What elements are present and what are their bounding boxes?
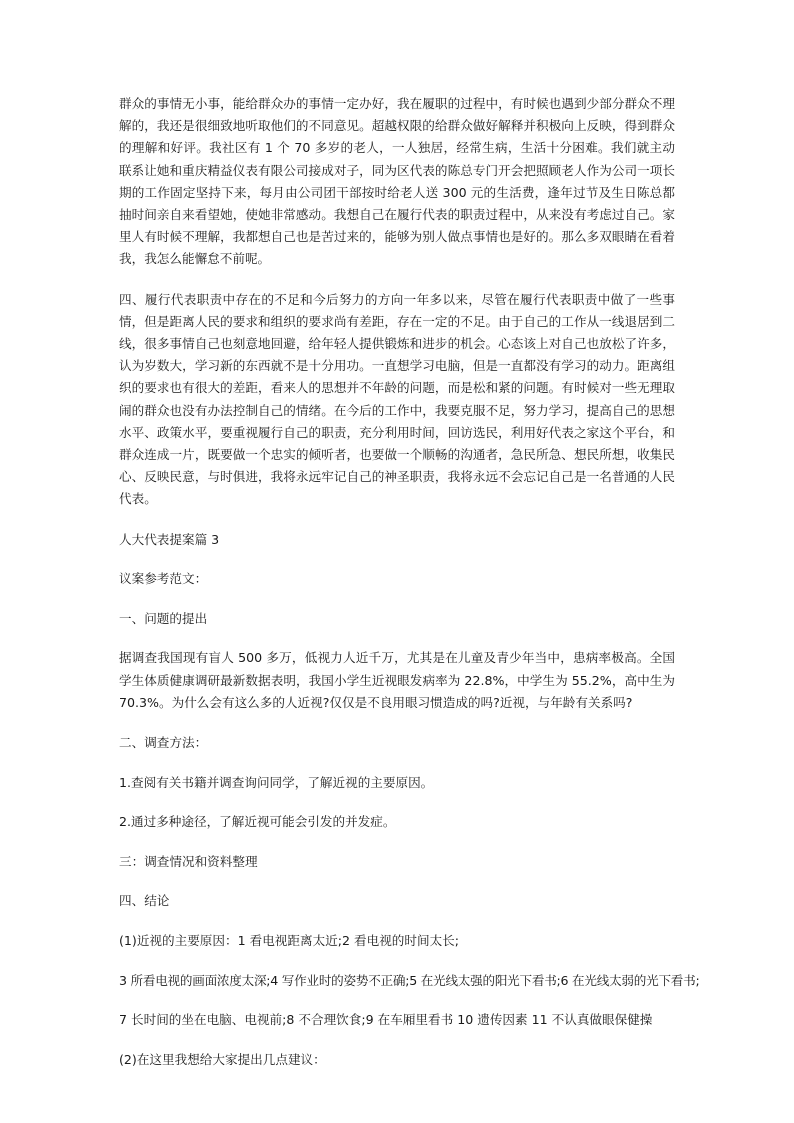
list-item: 3 所看电视的画面浓度太深;4 写作业时的姿势不正确;5 在光线太强的阳光下看书;6 在光线太弱的光下看书; [119,972,700,988]
list-item: (2)在这里我想给大家提出几点建议： [119,1051,326,1067]
list-item: (1)近视的主要原因：1 看电视距离太近;2 看电视的时间太长; [119,933,460,949]
body-paragraph: 四、履行代表职责中存在的不足和今后努力的方向一年多以来，尽管在履行代表职责中做了一些事情，但是距离人民的要求和组织的要求尚有差距，存在一定的不足。由于自己的工作从一线退居到二线，很多事情自己也刻意地回避，给年轻人提供锻炼和进步的机会。心态该上对自己也放松了许多，认为岁数大，学习新的东西就不是十分用功。一直想学习电脑，但是一直都没有学习的动力。距离组织的要求也有很大的差距，看来人的思想并不年龄的问题，而是松和紧的问题。有时候对一些无理取闹的群众也没有办法控制自己的情绪。在今后的工作中，我要克服不足，努力学习，提高自己的思想水平、政策水平，要重视履行自己的职责，充分利用时间，回访选民，利用好代表之家这个平台，和群众连成一片，既要做一个忠实的倾听者，也要做一个顺畅的沟通者，急民所急、想民所想，收集民心、反映民意，与时俱进，我将永远牢记自己的神圣职责，我将永远不会忘记自己是一名普通的人民代表。 [119,291,675,507]
subsection-title: 三：调查情况和资料整理 [119,853,258,869]
list-item: 2.通过多种途径，了解近视可能会引发的并发症。 [119,814,396,830]
subsection-title: 四、结论 [119,893,170,909]
intro-line: 议案参考范文： [119,571,208,587]
section-heading: 人大代表提案篇 3 [119,531,220,547]
list-item: 7 长时间的坐在电脑、电视前;8 不合理饮食;9 在车厢里看书 10 遗传因素 11 不认真做眼保健操 [119,1012,653,1028]
list-item: 1.查阅有关书籍并调查询问同学，了解近视的主要原因。 [119,774,434,790]
subsection-title: 一、问题的提出 [119,610,208,626]
subsection-title: 二、调查方法： [119,735,208,751]
document-page [119,93,700,1088]
body-paragraph: 群众的事情无小事，能给群众办的事情一定办好，我在履职的过程中，有时候也遇到少部分群众不理解的，我还是很细致地听取他们的不同意见。超越权限的给群众做好解释并积极向上反映，得到群众的理解和好评。我社区有 1 个 70 多岁的老人，一人独居，经常生病，生活十分困难。我们就主动联系让她和重庆精益仪表有限公司接成对子，同为区代表的陈总专门开会把照顾老人作为公司一项长期的工作固定坚持下来，每月由公司团干部按时给老人送 300 元的生活费，逢年过节及生日陈总都抽时间亲自来看望她，使她非常感动。我想自己在履行代表的职责过程中，从来没有考虑过自己。家里人有时候不理解，我都想自己也是苦过来的，能够为别人做点事情也是好的。那么多双眼睛在看着我，我怎么能懈怠不前呢。 [119,96,675,267]
body-paragraph: 据调查我国现有盲人 500 多万，低视力人近千万，尤其是在儿童及青少年当中，患病率极高。全国学生体质健康调研最新数据表明，我国小学生近视眼发病率为 22.8%，中学生为 55.2%，高中生为 70.3%。为什么会有这么多的人近视?仅仅是不良用眼习惯造成的吗?近视，与年龄有关系吗? [119,650,675,710]
